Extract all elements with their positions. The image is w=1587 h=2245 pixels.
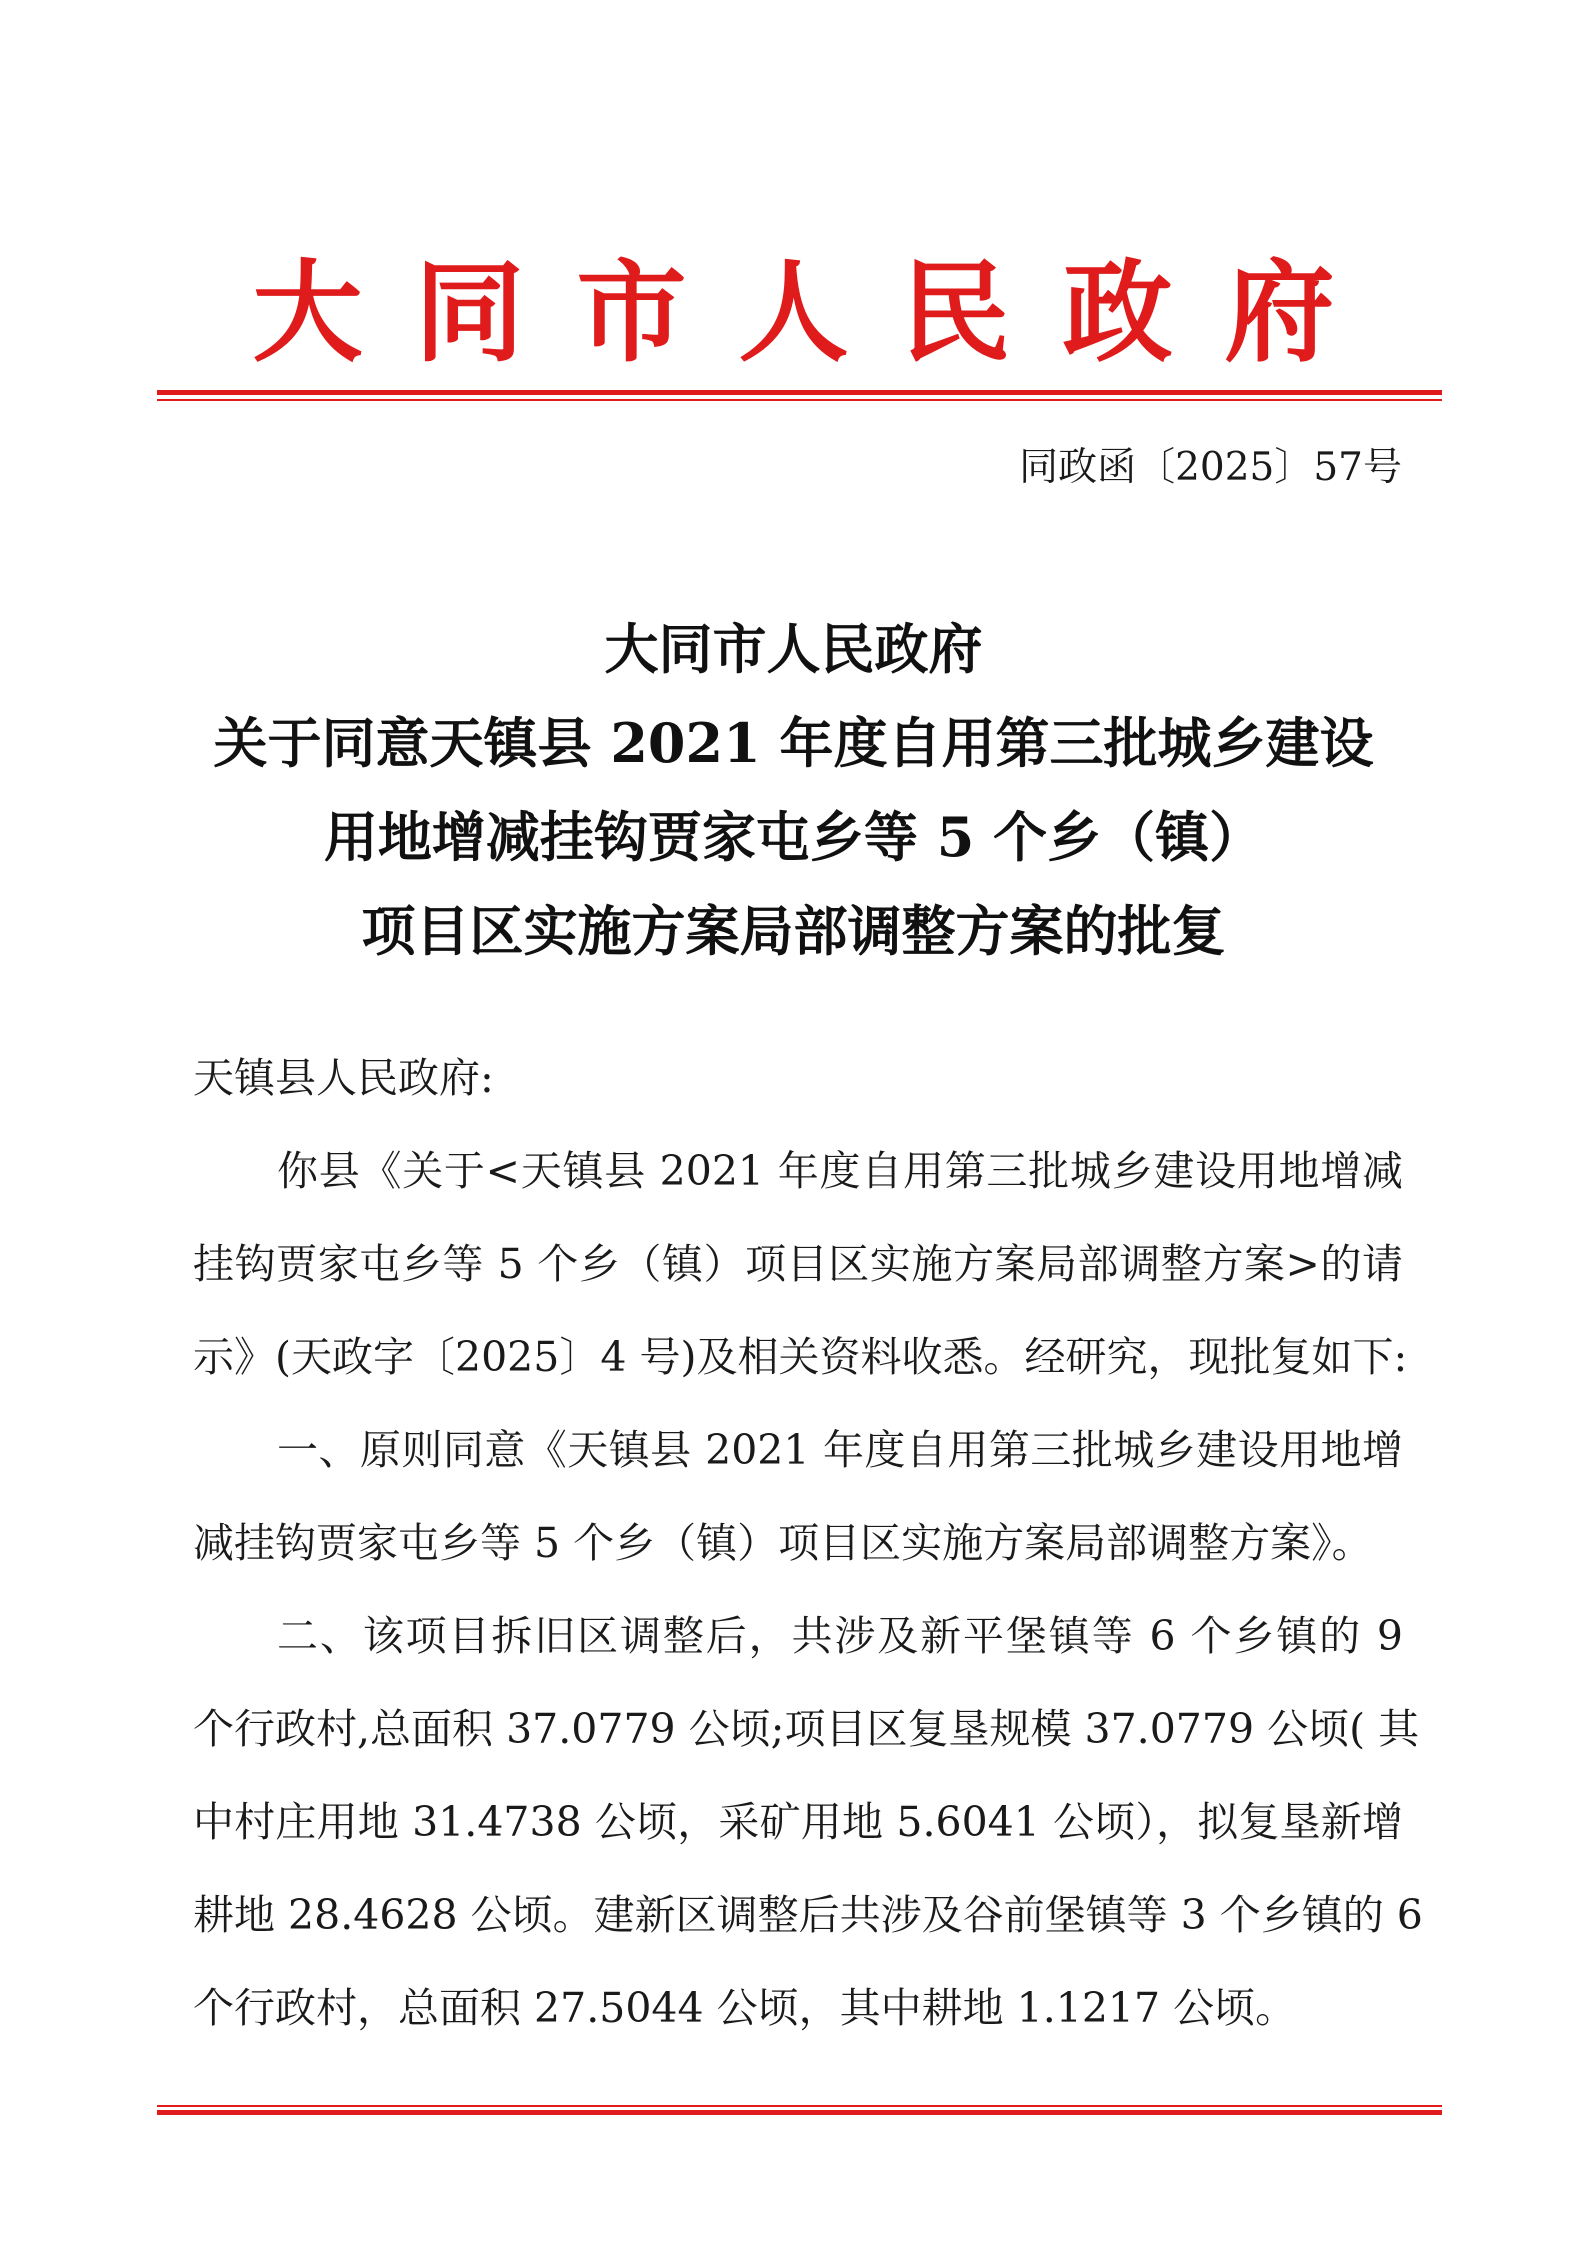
- footer-red-rule-thick: [157, 2110, 1442, 2115]
- paragraph-3-line: 二、该项目拆旧区调整后，共涉及新平堡镇等 6 个乡镇的 9: [277, 1612, 1403, 1660]
- paragraph-3-line: 中村庄用地 31.4738 公顷，采矿用地 5.6041 公顷），拟复垦新增: [193, 1798, 1403, 1846]
- footer-red-rule-thin: [157, 2105, 1442, 2107]
- title-line: 大同市人民政府: [604, 617, 983, 681]
- issuing-authority-header: 大同市人民政府: [252, 248, 1387, 377]
- paragraph-3-line: 个行政村,总面积 37.0779 公顷;项目区复垦规模 37.0779 公顷( 其: [193, 1705, 1420, 1753]
- title-line: 用地增减挂钩贾家屯乡等 5 个乡（镇）: [323, 805, 1264, 869]
- salutation: 天镇县人民政府:: [193, 1054, 494, 1102]
- paragraph-1-line: 你县《关于<天镇县 2021 年度自用第三批城乡建设用地增减: [277, 1147, 1403, 1195]
- paragraph-2-line: 一、原则同意《天镇县 2021 年度自用第三批城乡建设用地增: [277, 1426, 1403, 1474]
- document-title: [130, 602, 1457, 978]
- paragraph-3-line: 个行政村，总面积 27.5044 公顷，其中耕地 1.1217 公顷。: [193, 1984, 1297, 2032]
- paragraph-2-line: 减挂钩贾家屯乡等 5 个乡（镇）项目区实施方案局部调整方案》。: [193, 1519, 1373, 1567]
- document-number: 同政函〔2025〕57号: [1019, 445, 1402, 490]
- paragraph-1-line: 示》(天政字〔2025〕4 号)及相关资料收悉。经研究，现批复如下:: [193, 1333, 1408, 1381]
- paragraph-1-line: 挂钩贾家屯乡等 5 个乡（镇）项目区实施方案局部调整方案>的请: [193, 1240, 1403, 1288]
- paragraph-3-line: 耕地 28.4628 公顷。建新区调整后共涉及谷前堡镇等 3 个乡镇的 6: [193, 1891, 1423, 1939]
- title-line: 项目区实施方案局部调整方案的批复: [361, 899, 1226, 963]
- header-red-rule-thin: [157, 399, 1442, 401]
- title-line: 关于同意天镇县 2021 年度自用第三批城乡建设: [213, 711, 1374, 775]
- header-red-rule-thick: [157, 390, 1442, 395]
- document-body: [193, 1032, 1423, 2055]
